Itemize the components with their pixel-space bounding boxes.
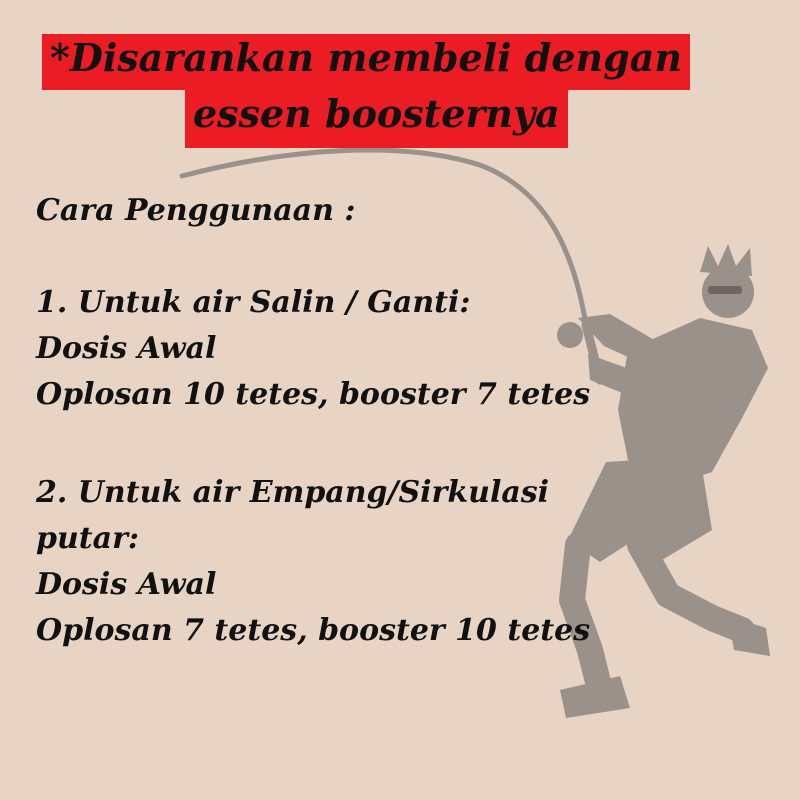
banner-text-2: essen boosternya bbox=[193, 91, 560, 136]
usage-heading: Cara Penggunaan : bbox=[36, 193, 356, 228]
banner-line-2 bbox=[185, 90, 568, 148]
step-2-dose: Oplosan 7 tetes, booster 10 tetes bbox=[36, 613, 591, 648]
step-1-dose-label: Dosis Awal bbox=[36, 331, 217, 366]
banner-text-1: *Disarankan membeli dengan bbox=[50, 35, 682, 80]
step-1-title: 1. Untuk air Salin / Ganti: bbox=[36, 285, 471, 320]
spacer bbox=[36, 418, 776, 470]
step-2-title-line-1: 2. Untuk air Empang/Sirkulasi bbox=[36, 475, 550, 510]
step-2-title-line-2: putar: bbox=[36, 521, 139, 556]
spacer bbox=[36, 234, 776, 280]
step-1-dose: Oplosan 10 tetes, booster 7 tetes bbox=[36, 377, 591, 412]
step-2-dose-label: Dosis Awal bbox=[36, 567, 217, 602]
banner-line-1 bbox=[42, 34, 690, 90]
usage-instructions bbox=[36, 188, 776, 654]
